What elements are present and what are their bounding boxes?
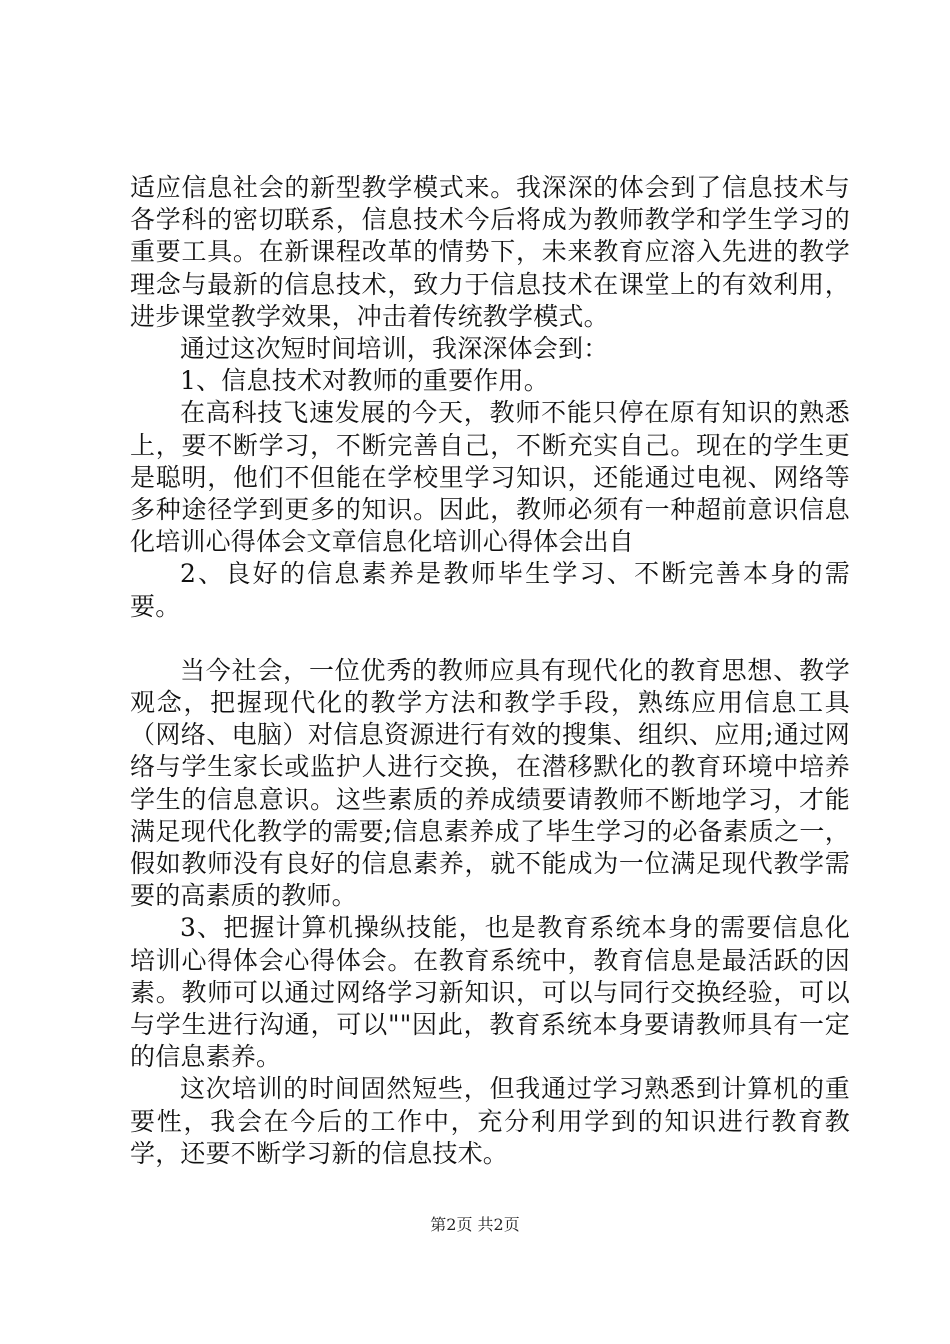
paragraph-point-1-body: 在高科技飞速发展的今天，教师不能只停在原有知识的熟悉上，要不断学习，不断完善自己，不断充实自己。现在的学生更是聪明，他们不但能在学校里学习知识，还能通过电视、网络等多种途径学到更多的知识。因此，教师必须有一种超前意识信息化培训心得体会文章信息化培训心得体会出自 xyxy=(130,398,850,557)
paragraph-point-2-heading: 2、良好的信息素养是教师毕生学习、不断完善本身的需要。 xyxy=(130,559,850,621)
document-body xyxy=(130,172,850,1170)
page-footer xyxy=(0,1214,950,1236)
paragraph-point-1-heading: 1、信息技术对教师的重要作用。 xyxy=(180,366,549,396)
paragraph-intro: 通过这次短时间培训，我深深体会到： xyxy=(180,334,609,364)
page-number: 第2页 共2页 xyxy=(430,1215,520,1234)
paragraph-conclusion: 这次培训的时间固然短些，但我通过学习熟悉到计算机的重要性，我会在今后的工作中，充分利用学到的知识进行教育教学，还要不断学习新的信息技术。 xyxy=(130,1074,850,1168)
paragraph-point-2-body: 当今社会，一位优秀的教师应具有现代化的教育思想、教学观念，把握现代化的教学方法和教学手段，熟练应用信息工具（网络、电脑）对信息资源进行有效的搜集、组织、应用;通过网络与学生家长或监护人进行交换，在潜移默化的教育环境中培养学生的信息意识。这些素质的养成绩要请教师不断地学习，才能满足现代化教学的需要;信息素养成了毕生学习的必备素质之一，假如教师没有良好的信息素养，就不能成为一位满足现代教学需要的高素质的教师。 xyxy=(130,655,850,911)
paragraph-continuation: 适应信息社会的新型教学模式来。我深深的体会到了信息技术与各学科的密切联系，信息技术今后将成为教师教学和学生学习的重要工具。在新课程改革的情势下，未来教育应溶入先进的教学理念与最新的信息技术，致力于信息技术在课堂上的有效利用，进步课堂教学效果，冲击着传统教学模式。 xyxy=(130,173,850,331)
paragraph-point-3: 3、把握计算机操纵技能，也是教育系统本身的需要信息化培训心得体会心得体会。在教育系统中，教育信息是最活跃的因素。教师可以通过网络学习新知识，可以与同行交换经验，可以与学生进行沟通，可以""因此，教育系统本身要请教师具有一定的信息素养。 xyxy=(130,913,850,1072)
